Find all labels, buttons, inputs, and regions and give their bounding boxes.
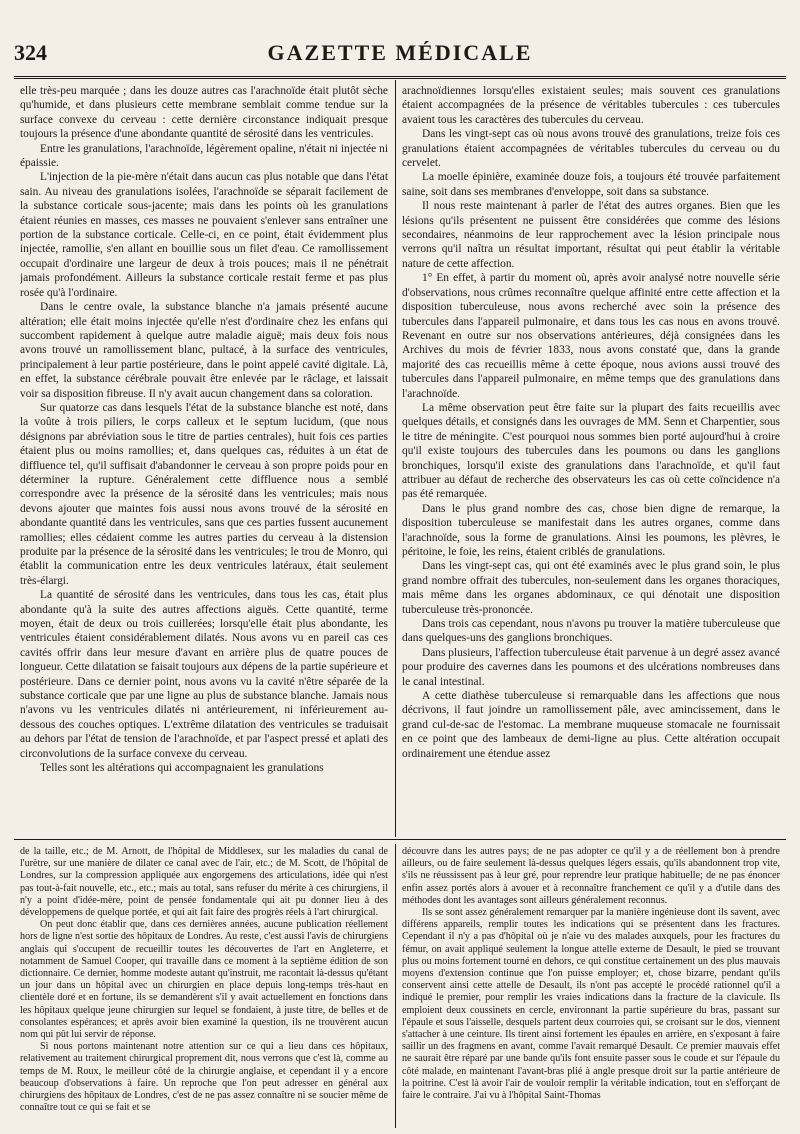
- page-header: [14, 40, 786, 70]
- paragraph: découvre dans les autres pays; de ne pas adopter ce qu'il y a de réellement bon à prendre ailleurs, ou de faire seulement là-dessus quelques légers essais, qu'ils abandonnent trop vite, s'ils ne réussissent pas à leur gré, pour reprendre leur pratique habituelle; de ne pas énoncer enfin assez portés alors à avouer et à reconnaître franchement ce qu'il y a d'utile dans des méthodes dont les avantages sont ailleurs généralement reconnus.: [402, 846, 780, 906]
- feuilleton-left-column: [20, 846, 388, 1130]
- feuilleton-right-column: [402, 846, 780, 1130]
- feuilleton-rule: [14, 839, 786, 840]
- paragraph: Dans trois cas cependant, nous n'avons pu trouver la matière tuberculeuse que dans quelques-uns des ganglions bronchiques.: [402, 618, 780, 645]
- left-column: [20, 84, 388, 836]
- journal-title: GAZETTE MÉDICALE: [267, 40, 533, 65]
- feuilleton-column-rule: [395, 844, 396, 1128]
- paragraph: Ils se sont assez généralement remarquer par la manière ingénieuse dont ils savent, avec différens appareils, remplir toutes les indications qui se présentent dans les fractures. Cependant il n'y a pas d'hôpital où je n'aie vu des malades auxquels, pour les fractures du fémur, on avait appliqué seulement la longue attelle externe de Desault, le pied se trouvant plus ou moins fortement tourné en dehors, ce qui constitue certainement un des plus mauvais moyens d'extension continue que l'on puisse employer; et, chose bizarre, pendant qu'ils conservent ainsi cette attelle de Desault, ils n'ont pas accepté le procédé rationnel qu'il a indiqué le premier, pour remplir les vraies indications dans la fracture de la clavicule. Ils emploient deux coussinets en cercle, environnant la partie supérieure du bras, passant sur l'épaule et sous l'aisselle, desquels partent deux courroies qui, se croisant sur le dos, viennent s'attacher à une ceinture. Ils tirent ainsi fortement les épaules en arrière, en s'exposant à faire saillir un des fragmens en avant, comme l'avait remarqué Desault. Ce premier mauvais effet ne saurait être réparé par une bande qu'ils font ensuite passer sous le coude et sur l'épaule du côté malade, en maintenant l'avant-bras plié à angle presque droit sur la partie antérieure de la poitrine. C'est là avoir l'air de vouloir remplir la véritable indication, tout en s'efforçant de faire le contraire. J'ai vu à l'hôpital Saint-Thomas: [402, 907, 780, 1102]
- paragraph: Dans les vingt-sept cas, qui ont été examinés avec le plus grand soin, le plus grand nombre offrait des tubercules, non-seulement dans les organes thoraciques, mais même dans les organes abdominaux, ce qui dénotait une disposition tuberculeuse très-prononcée.: [402, 560, 780, 616]
- paragraph: Dans plusieurs, l'affection tuberculeuse était parvenue à un degré assez avancé pour produire des cavernes dans les poumons et des ulcérations nombreuses dans le canal intestinal.: [402, 646, 780, 688]
- paragraph: Dans le centre ovale, la substance blanche n'a jamais présenté aucune altération; elle était moins injectée qu'elle n'est d'ordinaire chez les enfans qui succombent rapidement à quelque autre maladie aiguë; mais deux fois nous avons trouvé un ramollissement blanc, pultacé, à la surface des ventricules, principalement à leur partie postérieure, dans le point appelé cavité digitale. Là, en effet, la substance cérébrale pouvait être enlevée par le râclage, et laissait voir sa disposition fibreuse. Il n'y avait aucun changement dans sa coloration.: [20, 301, 388, 400]
- paragraph: Il nous reste maintenant à parler de l'état des autres organes. Bien que les lésions qu'ils présentent ne puissent être considérées que comme des lésions secondaires, néanmoins de leur rapprochement avec la lésion principale nous verrons qu'il naîtra un résultat important, résultat qui peut établir la véritable nature de cette affection.: [402, 200, 780, 270]
- paragraph: arachnoïdiennes lorsqu'elles existaient seules; mais souvent ces granulations étaient accompagnées de la présence de véritables tubercules : ces tubercules avaient tous les caractères des tubercules du cerveau.: [402, 85, 780, 126]
- paragraph: Sur quatorze cas dans lesquels l'état de la substance blanche est noté, dans la voûte à trois piliers, le corps calleux et le septum lucidum, (que nous désignons par abréviation sous le titre de parties centrales), huit fois ces parties étaient plus ou moins ramollies; et, dans quelques cas, réduites à un état de diffluence tel, qu'il suffisait d'abandonner le cerveau à son propre poids pour en déterminer la rupture. Généralement cette diffluence nous a semblé correspondre avec la présence de la sérosité dans les ventricules; mais nous devons ajouter que maintes fois aussi nous avons trouvé de la sérosité en abondante quantité dans les ventricules, sans que ces parties fussent aucunement ramollies; elles cédaient comme les autres parties du cerveau à la distension produite par la présence de la sérosité dans les ventricules; le trou de Monro, qui établit la communication entre les deux ventricules latéraux, était seulement très-élargi.: [20, 401, 388, 587]
- paragraph: On peut donc établir que, dans ces dernières années, aucune publication réellement hors de ligne n'est sortie des hôpitaux de Londres. Au reste, c'est aussi l'avis de chirurgiens anglais qui s'occupent de recueillir toutes les découvertes de l'art en Angleterre, et notamment de Samuel Cooper, qui travaille dans ce moment à la septième édition de son dictionnaire. Ce dernier, homme modeste autant qu'instruit, me racontait là-dessus qu'étant un jour dans un hôpital avec un chirurgien en place depuis long-temps très-haut en clientèle doré et en fortune, ils se demandèrent s'il y avait actuellement en fonctions dans les hôpitaux quelque jeune chirurgien sur lequel se fondaient, à juste titre, de belles et de consolantes espérances; et après avoir bien examiné la question, ils ne trouvèrent aucun nom qui pût lui servir de réponse.: [20, 919, 388, 1041]
- paragraph: L'injection de la pie-mère n'était dans aucun cas plus notable que dans l'état sain. Au niveau des granulations isolées, l'arachnoïde se séparait facilement de la substance corticale sous-jacente; mais dans les points où les granulations étaient réunies en masses, ces masses ne pouvaient s'enlever sans entraîner une portion de la substance corticale. Celle-ci, en ce point, était évidemment plus injectée, ramollie, s'en allant en bouillie sous un filet d'eau. Ce ramollissement occupait d'ordinaire une largeur de deux à trois pouces; mais il ne pénétrait jamais profondément. Ailleurs la substance corticale restait ferme et pas plus rosée qu'à l'ordinaire.: [20, 171, 388, 299]
- paragraph: A cette diathèse tuberculeuse si remarquable dans les affections que nous décrivons, il faut joindre un ramollissement pâle, avec amincissement, dans le grand cul-de-sac de l'estomac. La membrane muqueuse stomacale ne fournissait en ce point que des lambeaux de demi-ligne au plus. Cette altération occupait ordinairement une étendue assez: [402, 690, 780, 760]
- paragraph: Dans les vingt-sept cas où nous avons trouvé des granulations, treize fois ces granulations étaient accompagnées de véritables tubercules du cerveau ou du cervelet.: [402, 128, 780, 170]
- page-number: 324: [14, 40, 47, 65]
- right-column: [402, 84, 780, 836]
- paragraph: La quantité de sérosité dans les ventricules, dans tous les cas, était plus abondante qu'à la suite des autres affections aiguës. Cette quantité, terme moyen, était de deux ou trois cuillerées; lorsqu'elle était plus abondante, les ventricules étaient considérablement dilatés. Nous avons vu en pareil cas ces cavités offrir dans leur mesure d'avant en arrière plus de quatre pouces de longueur. Cette dilatation se faisait toujours aux dépens de la partie supérieure et postérieure. Dans ce dernier point, nous avons vu la cavité n'être séparée de la substance corticale que par une ligne au plus de substance blanche. Jamais nous n'avons vu les ventricules dilatés ni antérieurement, ni inférieurement au-dessous des couches optiques. L'extrême dilatation des ventricules se traduisait au dehors par l'état de tension de l'arachnoïde, et par l'aspect pressé et aplati des circonvolutions de la surface convexe du cerveau.: [20, 589, 388, 760]
- paragraph: 1° En effet, à partir du moment où, après avoir analysé notre nouvelle série d'observations, nous crûmes reconnaître quelque affinité entre cette affection et la disposition tuberculeuse, nous avons recherché avec soin la présence des tubercules dans l'appareil pulmonaire, et dans tous les cas nous en avons trouvé. Revenant en outre sur nos observations antérieures, déjà consignées dans les Archives du mois de février 1833, nous avons constaté que, dans la grande majorité des cas recueillis même à cette époque, nous avions aussi trouvé des tubercules dans l'appareil pulmonaire, en même temps que des granulations dans l'arachnoïde.: [402, 272, 780, 400]
- paragraph: Telles sont les altérations qui accompagnaient les granulations: [40, 762, 324, 775]
- paragraph: de la taille, etc.; de M. Arnott, de l'hôpital de Middlesex, sur les maladies du canal de l'urètre, sur une manière de dilater ce canal avec de l'air, etc.; de M. Scott, de l'hôpital de Londres, sur la compression appliquée aux engorgemens des articulations, idée qui n'est pas tout-à-fait nouvelle, etc., etc.; mais au total, sans refuser du mérite à ces chirurgiens, il n'y a point d'idée-mère, point de pensée fondamentale qui ait pu donner lieu à des développemens de quelque portée, et qui ait fait faire des progrès réels à l'art chirurgical.: [20, 846, 388, 919]
- paragraph: La moelle épinière, examinée douze fois, a toujours été trouvée parfaitement saine, soit dans ses membranes d'enveloppe, soit dans sa substance.: [402, 171, 780, 198]
- paragraph: Si nous portons maintenant notre attention sur ce qui a lieu dans ces hôpitaux, relativement au traitement chirurgical proprement dit, nous verrons que c'est là, comme au temps de M. Roux, le meilleur côté de la chirurgie anglaise, et cependant il y a encore beaucoup d'observations à faire. Un reproche que l'on peut adresser en général aux chirurgiens des hôpitaux de Londres, c'est de ne pas assez connaître ni se soucier même de connaître tout ce qui se fait et se: [20, 1041, 388, 1114]
- paragraph: Dans le plus grand nombre des cas, chose bien digne de remarque, la disposition tuberculeuse se manifestait dans les autres organes, comme dans l'arachnoïde, sous la forme de granulations. Ainsi les poumons, les plèvres, le péritoine, le foie, les reins, étaient criblés de granulations.: [402, 502, 780, 558]
- paragraph: La même observation peut être faite sur la plupart des faits recueillis avec quelques détails, et consignés dans les ouvrages de MM. Senn et Charpentier, sous le titre de méningite. C'est pourquoi nous sommes bien porté aujourd'hui à croire qu'il existe toujours des tubercules dans les poumons ou dans les ganglions bronchiques, lorsqu'il existe des granulations dans l'arachnoïde, et qu'il faut attribuer au défaut de recherche des observateurs les cas où cette coïncidence n'a pas été remarquée.: [402, 401, 780, 501]
- paragraph: elle très-peu marquée ; dans les douze autres cas l'arachnoïde était plutôt sèche qu'humide, et dans plusieurs cette membrane semblait comme tendue sur la surface convexe du cerveau : cette dernière circonstance indiquait presque toujours la présence d'une abondante quantité de sérosité dans les ventricules.: [20, 85, 388, 141]
- column-rule: [395, 80, 396, 837]
- header-rule: [14, 76, 786, 79]
- paragraph: Entre les granulations, l'arachnoïde, légèrement opaline, n'était ni injectée ni épaissie.: [20, 142, 388, 170]
